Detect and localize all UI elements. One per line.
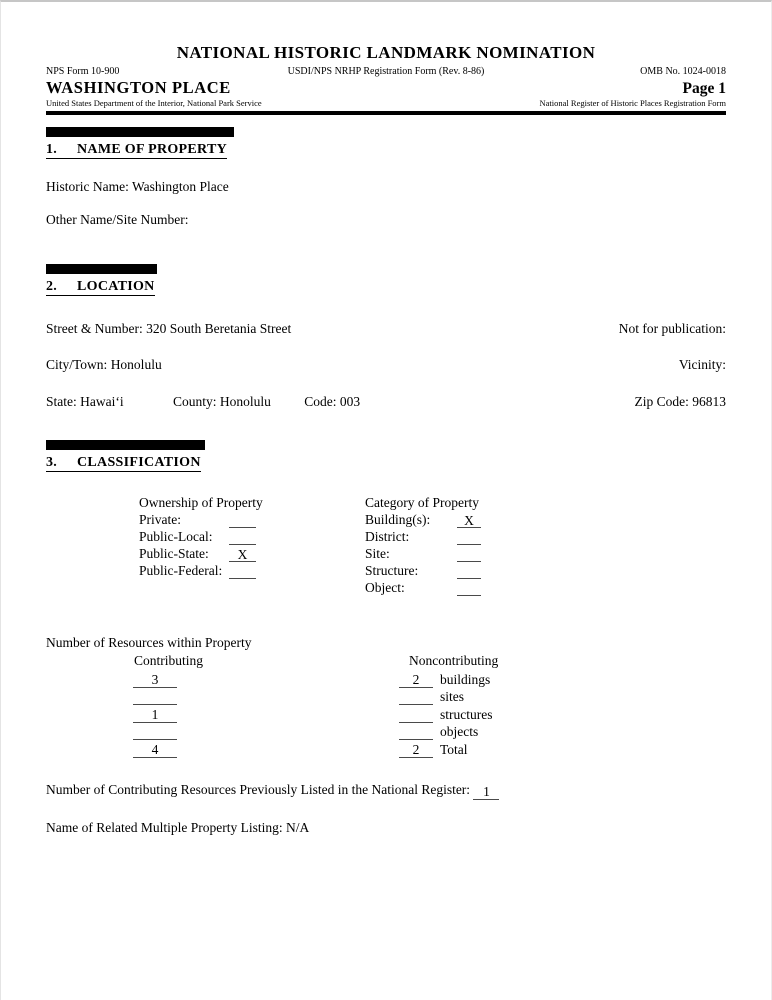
city-line: [46, 358, 726, 372]
resources-label-objects: objects: [440, 724, 479, 739]
section-1-heading: [46, 142, 726, 159]
form-number: NPS Form 10-900: [46, 66, 120, 77]
vicinity-label: Vicinity:: [678, 357, 726, 372]
resources-title: Number of Resources within Property: [46, 635, 252, 650]
related-listing-value: N/A: [285, 819, 310, 835]
ownership-public-federal-blank: [229, 565, 256, 579]
resources-row-total: [46, 741, 726, 759]
contributing-buildings-blank: 3: [133, 672, 177, 688]
section-3-title: CLASSIFICATION: [77, 455, 201, 470]
noncontributing-structures-blank: [399, 707, 433, 723]
resources-header-row: [46, 653, 726, 671]
category-object-label: Object:: [365, 580, 405, 595]
city-label: City/Town:: [46, 357, 108, 372]
ownership-public-state-label: Public-State:: [139, 546, 209, 561]
ownership-public-local-blank: [229, 531, 256, 545]
ownership-public-federal-label: Public-Federal:: [139, 563, 223, 578]
section-3-heading: [46, 455, 726, 472]
category-structure-row: [365, 562, 481, 579]
ownership-public-local-row: [139, 528, 365, 545]
property-name: WASHINGTON PLACE: [46, 78, 231, 97]
ownership-public-state-blank: X: [229, 548, 256, 562]
resources-row-buildings: [46, 671, 726, 689]
classification-columns: [139, 494, 726, 596]
page-number: Page 1: [682, 80, 726, 97]
section-1-bar: [46, 127, 234, 137]
omb-number: OMB No. 1024-0018: [640, 66, 726, 77]
category-column: [365, 494, 481, 596]
category-district-blank: [457, 531, 481, 545]
category-buildings-label: Building(s):: [365, 512, 431, 527]
ownership-title: Ownership of Property: [139, 495, 263, 510]
category-structure-blank: [457, 565, 481, 579]
resources-row-sites: [46, 689, 726, 707]
zip-label: Zip Code:: [634, 394, 689, 409]
historic-name-value: Washington Place: [132, 179, 229, 194]
related-listing-line: [46, 821, 726, 835]
category-object-row: [365, 579, 481, 596]
street-line: [46, 322, 726, 336]
ownership-public-local-label: Public-Local:: [139, 529, 213, 544]
resources-label-total: Total: [440, 741, 468, 757]
noncontributing-buildings-blank: 2: [399, 672, 433, 688]
section-3-number: 3.: [46, 455, 58, 470]
ownership-public-federal-row: [139, 562, 365, 579]
category-district-row: [365, 528, 481, 545]
other-name-label: Other Name/Site Number:: [46, 212, 189, 227]
previously-listed-label: Number of Contributing Resources Previously Listed in the National Register:: [46, 781, 471, 797]
contributing-objects-blank: [133, 724, 177, 740]
category-structure-label: Structure:: [365, 563, 419, 578]
historic-name-line: [46, 180, 726, 194]
state-label: State:: [46, 394, 77, 409]
previously-listed-line: [46, 783, 726, 800]
not-for-publication-label: Not for publication:: [618, 321, 726, 336]
section-2-title: LOCATION: [77, 279, 155, 294]
resources-label-sites: sites: [440, 689, 465, 704]
section-2-number: 2.: [46, 279, 58, 294]
noncontributing-header: Noncontributing: [409, 653, 499, 668]
category-title: Category of Property: [365, 495, 479, 510]
ownership-column: [139, 494, 365, 596]
contributing-header: Contributing: [134, 653, 204, 668]
street-value: 320 South Beretania Street: [146, 321, 292, 336]
category-object-blank: [457, 582, 481, 596]
state-value: Hawaiʻi: [80, 394, 124, 409]
section-1-title: NAME OF PROPERTY: [77, 142, 228, 157]
department-line: United States Department of the Interior, National Park Service: [46, 98, 262, 108]
section-3-bar: [46, 440, 205, 450]
contributing-structures-blank: 1: [133, 707, 177, 723]
county-label: County:: [172, 394, 217, 409]
ownership-private-label: Private:: [139, 512, 181, 527]
resources-label-structures: structures: [440, 706, 493, 722]
form-meta-row: [46, 66, 726, 78]
street-label: Street & Number:: [46, 321, 143, 336]
section-2-bar: [46, 264, 157, 274]
resources-row-objects: [46, 724, 726, 742]
related-listing-label: Name of Related Multiple Property Listing:: [46, 819, 283, 835]
contributing-sites-blank: [133, 689, 177, 705]
code-label: Code:: [304, 394, 337, 409]
category-buildings-row: [365, 511, 481, 528]
ownership-public-state-row: [139, 545, 365, 562]
resources-row-structures: [46, 706, 726, 724]
category-site-blank: [457, 548, 481, 562]
category-site-label: Site:: [365, 546, 390, 561]
code-value: 003: [339, 394, 361, 409]
noncontributing-objects-blank: [399, 724, 433, 740]
section-1-number: 1.: [46, 142, 58, 157]
state-line: [46, 395, 726, 409]
ownership-private-blank: [229, 514, 256, 528]
other-name-line: [46, 213, 726, 227]
contributing-total-blank: 4: [133, 742, 177, 758]
register-form-line: National Register of Historic Places Registration Form: [539, 98, 726, 108]
category-buildings-blank: X: [457, 514, 481, 528]
resources-label-buildings: buildings: [440, 671, 491, 687]
previously-listed-blank: 1: [473, 784, 499, 800]
department-row: [46, 98, 726, 115]
zip-value: 96813: [692, 394, 726, 409]
property-name-row: [46, 78, 726, 98]
city-value: Honolulu: [110, 357, 162, 372]
ownership-private-row: [139, 511, 365, 528]
noncontributing-sites-blank: [399, 689, 433, 705]
form-revision: USDI/NPS NRHP Registration Form (Rev. 8-86): [287, 66, 485, 77]
category-site-row: [365, 545, 481, 562]
county-value: Honolulu: [219, 394, 271, 409]
category-district-label: District:: [365, 529, 410, 544]
section-2-heading: [46, 279, 726, 296]
historic-name-label: Historic Name:: [46, 179, 129, 194]
page-title: NATIONAL HISTORIC LANDMARK NOMINATION: [176, 43, 596, 62]
noncontributing-total-blank: 2: [399, 742, 433, 758]
